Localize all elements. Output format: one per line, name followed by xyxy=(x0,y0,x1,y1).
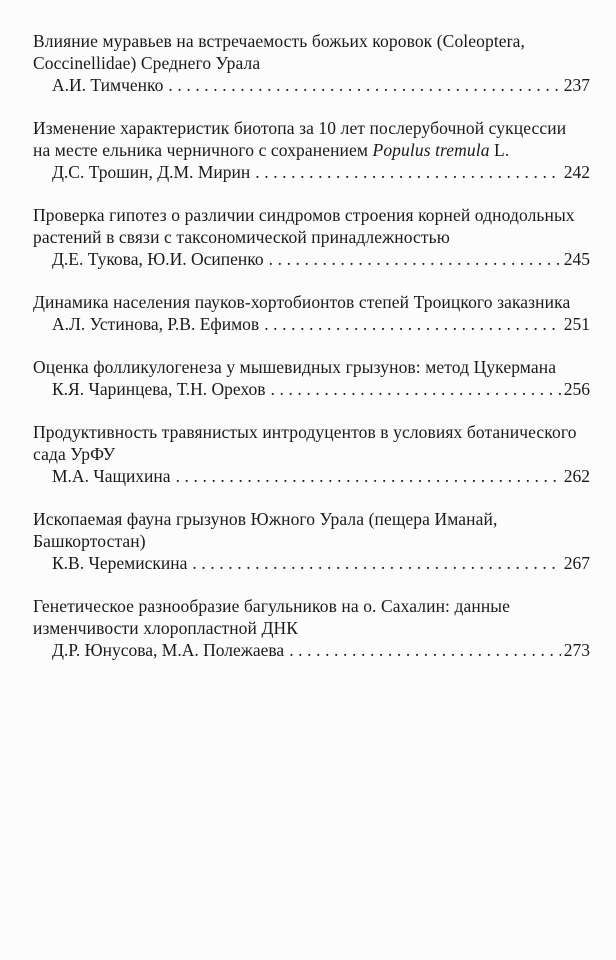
entry-authors: А.И. Тимченко xyxy=(52,75,164,95)
title-text: Динамика населения пауков-хортобионтов степей Троицкого заказника xyxy=(33,292,571,312)
toc-entry xyxy=(33,291,590,335)
entry-title xyxy=(33,204,590,248)
title-text: Влияние муравьев на встречаемость божьих коровок (Coleoptera, xyxy=(33,31,525,51)
entry-title xyxy=(33,421,590,465)
entry-title-line xyxy=(33,52,590,74)
entry-page-number: 256 xyxy=(563,379,590,399)
entry-authors: К.В. Черемискина xyxy=(52,553,188,573)
dot-leader xyxy=(264,313,561,335)
entry-authors: А.Л. Устинова, Р.В. Ефимов xyxy=(52,314,260,334)
entry-title-line xyxy=(33,30,590,52)
entry-author-row xyxy=(33,161,590,183)
toc-list xyxy=(33,30,590,682)
entry-page-number: 251 xyxy=(563,314,590,334)
entry-authors: Д.С. Трошин, Д.М. Мирин xyxy=(52,162,251,182)
entry-title-line xyxy=(33,595,590,617)
entry-authors: М.А. Чащихина xyxy=(52,466,171,486)
dot-leader xyxy=(168,74,560,96)
title-text: Ископаемая фауна грызунов Южного Урала (пещера Иманай, xyxy=(33,509,498,529)
entry-title-line xyxy=(33,356,590,378)
entry-title xyxy=(33,356,590,378)
entry-page-number: 267 xyxy=(563,553,590,573)
entry-title-line xyxy=(33,139,590,161)
entry-title xyxy=(33,508,590,552)
entry-title-line xyxy=(33,204,590,226)
title-text: Генетическое разнообразие багульников на о. Сахалин: данные xyxy=(33,596,511,616)
entry-author-row xyxy=(33,465,590,487)
entry-authors: Д.Е. Тукова, Ю.И. Осипенко xyxy=(52,249,264,269)
entry-page-number: 273 xyxy=(563,640,590,660)
title-text: L. xyxy=(489,140,510,160)
title-text: Башкортостан) xyxy=(33,531,146,551)
entry-author-row xyxy=(33,378,590,400)
entry-author-row xyxy=(33,313,590,335)
title-text: растений в связи с таксономической принадлежностью xyxy=(33,227,450,247)
toc-entry xyxy=(33,595,590,661)
entry-author-row xyxy=(33,639,590,661)
entry-page-number: 237 xyxy=(563,75,590,95)
dot-leader xyxy=(255,161,561,183)
entry-page-number: 262 xyxy=(563,466,590,486)
title-text: изменчивости хлоропластной ДНК xyxy=(33,618,299,638)
entry-title-line xyxy=(33,508,590,530)
species-name-italic: Populus tremula xyxy=(372,140,490,160)
entry-title-line xyxy=(33,530,590,552)
entry-title-line xyxy=(33,421,590,443)
entry-page-number: 245 xyxy=(563,249,590,269)
entry-author-row xyxy=(33,74,590,96)
dot-leader xyxy=(289,639,561,661)
title-text: Оценка фолликулогенеза у мышевидных грызунов: метод Цукермана xyxy=(33,357,557,377)
dot-leader xyxy=(176,465,561,487)
title-text: Проверка гипотез о различии синдромов строения корней однодольных xyxy=(33,205,575,225)
toc-entry xyxy=(33,421,590,487)
title-text: Coccinellidae) Среднего Урала xyxy=(33,53,261,73)
toc-entry xyxy=(33,30,590,96)
entry-title-line xyxy=(33,226,590,248)
toc-entry xyxy=(33,204,590,270)
dot-leader xyxy=(269,248,561,270)
toc-entry xyxy=(33,356,590,400)
dot-leader xyxy=(192,552,560,574)
title-text: на месте ельника черничного с сохранением xyxy=(33,140,373,160)
toc-entry xyxy=(33,508,590,574)
title-text: Продуктивность травянистых интродуцентов в условиях ботанического xyxy=(33,422,577,442)
entry-author-row xyxy=(33,552,590,574)
entry-page-number: 242 xyxy=(563,162,590,182)
entry-title-line xyxy=(33,117,590,139)
entry-authors: Д.Р. Юнусова, М.А. Полежаева xyxy=(52,640,285,660)
entry-authors: К.Я. Чаринцева, Т.Н. Орехов xyxy=(52,379,266,399)
entry-title xyxy=(33,117,590,161)
entry-author-row xyxy=(33,248,590,270)
entry-title xyxy=(33,291,590,313)
title-text: сада УрФУ xyxy=(33,444,116,464)
dot-leader xyxy=(271,378,561,400)
entry-title-line xyxy=(33,617,590,639)
toc-entry xyxy=(33,117,590,183)
entry-title-line xyxy=(33,291,590,313)
entry-title-line xyxy=(33,443,590,465)
entry-title xyxy=(33,30,590,74)
entry-title xyxy=(33,595,590,639)
title-text: Изменение характеристик биотопа за 10 лет послерубочной сукцессии xyxy=(33,118,567,138)
